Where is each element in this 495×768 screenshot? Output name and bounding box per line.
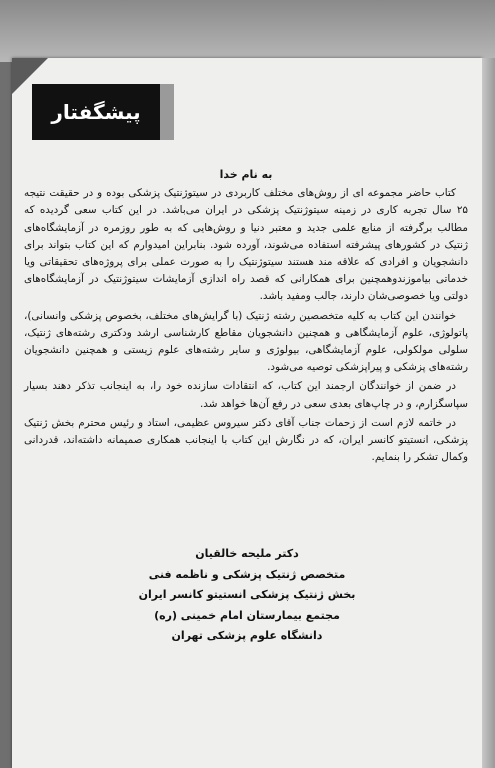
paragraph: خوانندن این کتاب به کلیه متخصصین رشته ژنتیک (با گرایش‌های مختلف، بخصوص پزشکی وانسانی)، پاتولوژی، علوم آزمایشگاهی و همچنین دانشجویان مقاطع کارشناسی ارشد ودکتری رشته‌های ژنتیک، سلولی مولکولی، علوم آزمایشگاهی، بیولوژی و سایر رشته‌های علوم زیستی و همچنین دانشجویان رشته‌های پزشکی و پیراپزشکی توصیه می‌شود. — [24, 309, 468, 374]
invocation: به نام خدا — [219, 168, 273, 181]
author-hospital: مجتمع بیمارستان امام خمینی (ره) — [154, 608, 340, 622]
paragraph: کتاب حاضر مجموعه ای از روش‌های مختلف کاربردی در سیتوژنتیک پزشکی بوده و در حقیقت نتیجه ۲۵ سال تجربه کاری در زمینه سیتوژنتیک پزشکی در ایران می‌باشد. در این کتاب سعی گردیده که مطالب برگرفته از منابع علمی جدید و معتبر دنیا و روش‌هایی که به طور روزمره در آزمایشگاه‌های ژنتیک در کشورهای پیشرفته استفاده می‌شوند، آورده شود. بنابراین امیدوارم که این کتاب بتواند برای دانشجویان و افرادی که علاقه مند هستند سیتوژنتیک را به صورت عملی برای پروژه‌های تحقیقاتی ویا خدماتی بیاموزندوهمچنین برای همکارانی که قصد راه اندازی آزمایشات سیتوژنتیک در آزمایشگاه‌های دولتی ویا خصوصی‌شان دارند، جالب ومفید باشد. — [24, 187, 468, 303]
paragraph: در خاتمه لازم است از زحمات جناب آقای دکتر سیروس عظیمی، استاد و رئیس محترم بخش ژنتیک پزشکی، انستیتو کانسر ایران، که در نگارش این کتاب با اینجانب همکاری صمیمانه داشته‌اند، قدردانی وکمال تشکر را بنمایم. — [24, 416, 468, 464]
author-title: متخصص ژنتیک پزشکی و ناظمه فنی — [148, 567, 346, 581]
preface-body — [24, 166, 468, 468]
page-edge-shadow — [482, 58, 495, 768]
scan-background — [0, 0, 495, 62]
paragraph: در ضمن از خوانندگان ارجمند این کتاب، که انتقادات سازنده خود را، به اینجانب تذکر دهند بسیار سپاسگزارم، و در چاپ‌های بعدی سعی در رفع آن‌ها خواهد شد. — [24, 380, 468, 410]
signature-block — [12, 544, 482, 647]
page-title: پیشگفتار — [51, 100, 141, 124]
book-page — [12, 58, 482, 768]
page-title-banner — [32, 84, 160, 140]
author-name: دکتر ملیحه خالقیان — [195, 547, 299, 560]
author-university: دانشگاه علوم پزشکی تهران — [171, 629, 323, 642]
author-department: بخش ژنتیک پزشکی انستیتو کانسر ایران — [138, 588, 356, 601]
